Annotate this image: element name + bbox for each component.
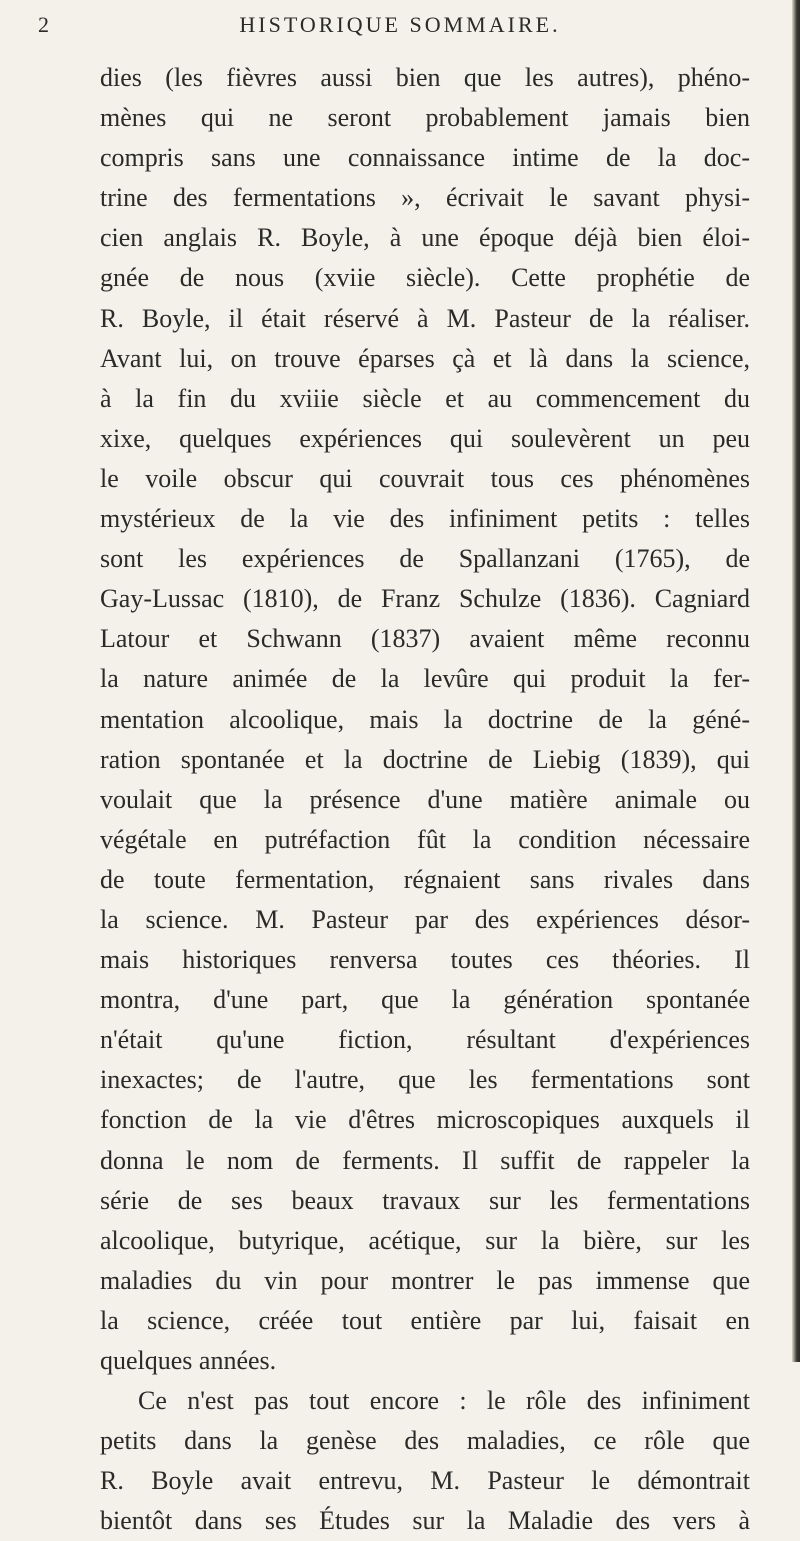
text-line: Avant lui, on trouve éparses çà et là dans la science, [100,343,750,373]
page-number: 2 [38,12,50,37]
text-line: fonction de la vie d'êtres microscopiques auxquels il [100,1105,750,1135]
text-line: mystérieux de la vie des infiniment petits : telles [100,504,750,534]
text-line: la science. M. Pasteur par des expériences désor- [100,904,750,934]
text-line: mentation alcoolique, mais la doctrine de la géné- [100,704,750,734]
text-line: la nature animée de la levûre qui produit la fer- [100,664,750,694]
text-line: n'était qu'une fiction, résultant d'expériences [100,1025,750,1055]
text-line: cien anglais R. Boyle, à une époque déjà bien éloi- [100,223,750,253]
paragraph-1 [100,58,750,1381]
text-line: mènes qui ne seront probablement jamais bien [100,103,750,133]
text-line: maladies du vin pour montrer le pas immense que [100,1265,750,1295]
text-line: Ce n'est pas tout encore : le rôle des infiniment [138,1386,750,1416]
text-line: inexactes; de l'autre, que les fermentations sont [100,1065,750,1095]
running-title: HISTORIQUE SOMMAIRE. [239,12,561,37]
text-line: trine des fermentations », écrivait le savant physi- [100,183,750,213]
text-line: R. Boyle avait entrevu, M. Pasteur le démontrait [100,1466,750,1496]
text-line: voulait que la présence d'une matière animale ou [100,784,750,814]
text-line: petits dans la genèse des maladies, ce rôle que [100,1426,750,1456]
text-line: le voile obscur qui couvrait tous ces phénomènes [100,463,750,493]
text-line: alcoolique, butyrique, acétique, sur la bière, sur les [100,1225,750,1255]
text-line: donna le nom de ferments. Il suffit de rappeler la [100,1145,750,1175]
text-line: bientôt dans ses Études sur la Maladie des vers à [100,1506,750,1536]
text-line: quelques années. [100,1346,277,1375]
text-line: mais historiques renversa toutes ces théories. Il [100,945,750,975]
text-line: dies (les fièvres aussi bien que les autres), phéno- [100,63,750,92]
text-line: montra, d'une part, que la génération spontanée [100,985,750,1015]
text-line: série de ses beaux travaux sur les fermentations [100,1185,750,1215]
text-line: Latour et Schwann (1837) avaient même reconnu [100,624,750,654]
text-line: Gay-Lussac (1810), de Franz Schulze (1836). Cagniard [100,584,750,614]
text-line: la science, créée tout entière par lui, faisait en [100,1305,750,1335]
text-line: R. Boyle, il était réservé à M. Pasteur de la réaliser. [100,303,750,333]
text-line: sont les expériences de Spallanzani (1765), de [100,544,750,574]
text-line: de toute fermentation, régnaient sans rivales dans [100,864,750,894]
body-text [100,58,750,1541]
text-line: ration spontanée et la doctrine de Liebig (1839), qui [100,744,750,774]
text-line: végétale en putréfaction fût la condition nécessaire [100,824,750,854]
text-line: à la fin du xviiie siècle et au commencement du [100,383,750,413]
text-line: gnée de nous (xviie siècle). Cette prophétie de [100,263,750,293]
paragraph-2 [100,1381,750,1541]
text-line: compris sans une connaissance intime de la doc- [100,143,750,173]
page-edge [792,0,800,1362]
text-line: xixe, quelques expériences qui soulevèrent un peu [100,423,750,453]
